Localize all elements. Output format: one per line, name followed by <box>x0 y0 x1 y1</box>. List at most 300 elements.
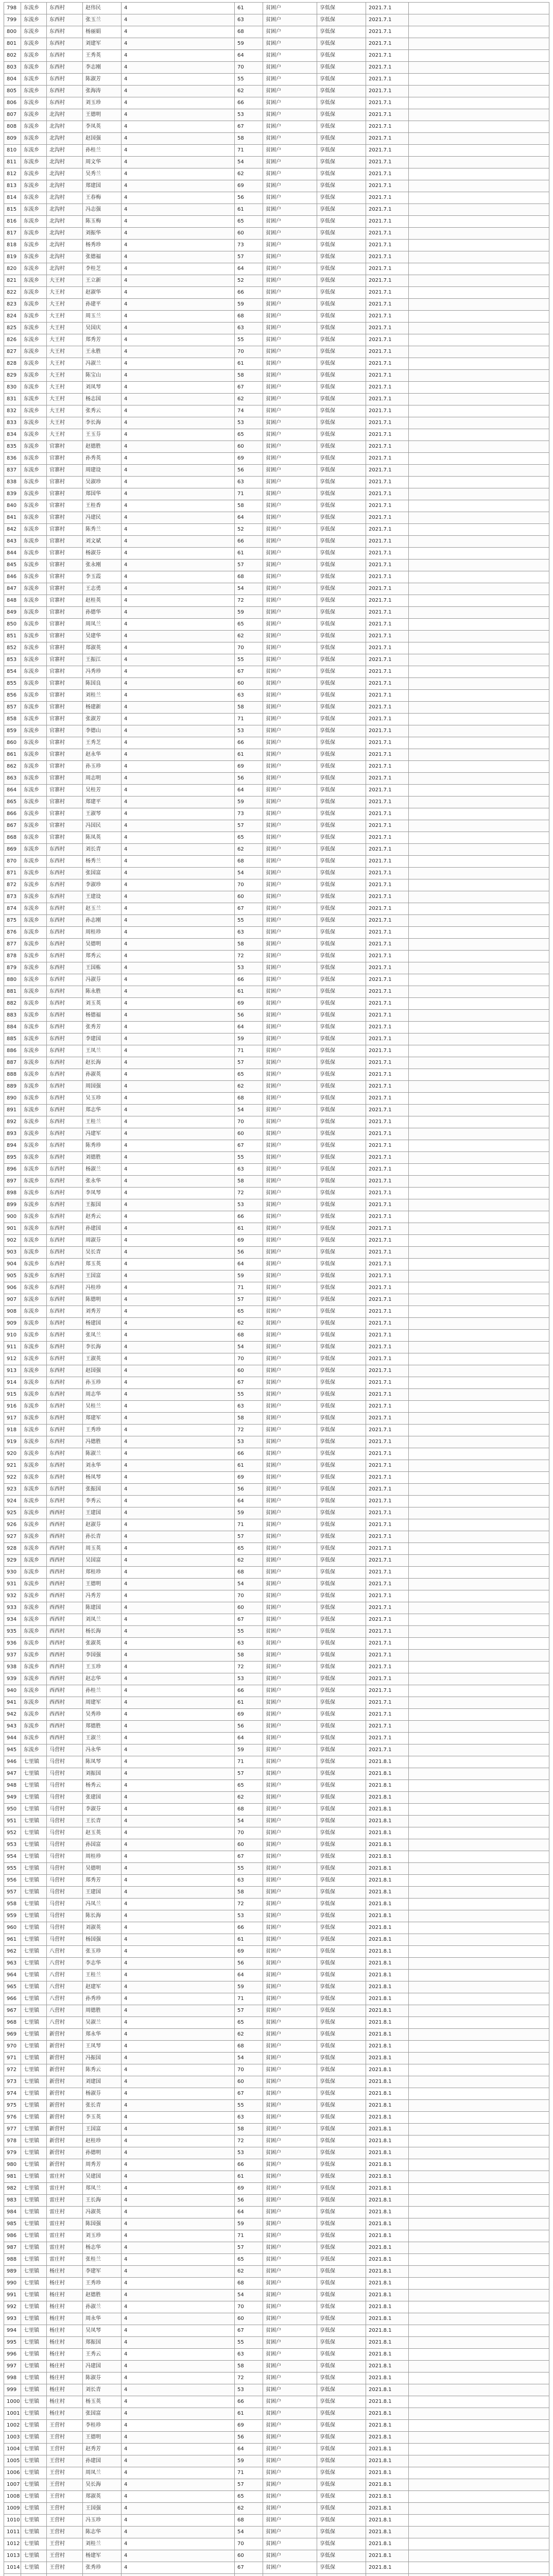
age-cell: 66 <box>235 2159 263 2171</box>
name-cell: 冯玉珍 <box>83 2515 122 2527</box>
row-number: 1013 <box>4 2550 21 2562</box>
name-cell: 郑永华 <box>83 2029 122 2041</box>
id-number-cell: 4 <box>122 26 235 38</box>
assistance-cell: 享低保 <box>317 488 366 500</box>
township-cell: 东流乡 <box>21 1733 47 1744</box>
category-cell: 贫困户 <box>263 1116 317 1128</box>
date-cell: 2021.7.1 <box>366 536 409 548</box>
age-cell: 70 <box>235 346 263 358</box>
note-cell <box>409 2396 549 2408</box>
category-cell: 贫困户 <box>263 1389 317 1401</box>
village-cell: 官寨村 <box>47 714 83 725</box>
id-number-cell: 4 <box>122 725 235 737</box>
row-number: 996 <box>4 2349 21 2361</box>
village-cell: 东西村 <box>47 1436 83 1448</box>
note-cell <box>409 405 549 417</box>
age-cell: 68 <box>235 1567 263 1579</box>
village-cell: 东西村 <box>47 1401 83 1413</box>
row-number: 881 <box>4 986 21 998</box>
row-number: 1009 <box>4 2503 21 2515</box>
age-cell: 70 <box>235 62 263 74</box>
note-cell <box>409 714 549 725</box>
id-number-cell: 4 <box>122 2218 235 2230</box>
category-cell: 贫困户 <box>263 157 317 168</box>
row-number: 863 <box>4 773 21 785</box>
note-cell <box>409 216 549 228</box>
date-cell: 2021.8.1 <box>366 2408 409 2420</box>
assistance-cell: 享低保 <box>317 1614 366 1626</box>
assistance-cell: 享低保 <box>317 690 366 702</box>
date-cell: 2021.8.1 <box>366 2266 409 2278</box>
assistance-cell: 享低保 <box>317 1010 366 1022</box>
village-cell: 西西村 <box>47 1673 83 1685</box>
table-row <box>4 370 549 382</box>
name-cell: 吴建国 <box>83 2171 122 2183</box>
township-cell: 东流乡 <box>21 1626 47 1638</box>
township-cell: 东流乡 <box>21 1744 47 1756</box>
township-cell: 东流乡 <box>21 216 47 228</box>
name-cell: 王德明 <box>83 1579 122 1590</box>
category-cell: 贫困户 <box>263 1827 317 1839</box>
date-cell: 2021.7.1 <box>366 109 409 121</box>
village-cell: 东西村 <box>47 1259 83 1270</box>
date-cell: 2021.7.1 <box>366 1484 409 1496</box>
category-cell: 贫困户 <box>263 654 317 666</box>
township-cell: 七里镇 <box>21 1934 47 1946</box>
row-number: 909 <box>4 1318 21 1330</box>
village-cell: 东西村 <box>47 1081 83 1093</box>
category-cell: 贫困户 <box>263 1022 317 1033</box>
age-cell: 62 <box>235 394 263 405</box>
row-number: 812 <box>4 168 21 180</box>
category-cell: 贫困户 <box>263 1176 317 1188</box>
township-cell: 七里镇 <box>21 2444 47 2455</box>
age-cell: 62 <box>235 1081 263 1093</box>
township-cell: 东流乡 <box>21 453 47 465</box>
note-cell <box>409 2479 549 2491</box>
note-cell <box>409 1827 549 1839</box>
category-cell: 贫困户 <box>263 1922 317 1934</box>
row-number: 826 <box>4 334 21 346</box>
table-row <box>4 38 549 50</box>
township-cell: 东流乡 <box>21 358 47 370</box>
name-cell: 赵建军 <box>83 1981 122 1993</box>
category-cell: 贫困户 <box>263 1235 317 1247</box>
table-row <box>4 2147 549 2159</box>
village-cell: 东西村 <box>47 3 83 14</box>
row-number: 851 <box>4 631 21 642</box>
id-number-cell: 4 <box>122 1282 235 1294</box>
township-cell: 东流乡 <box>21 642 47 654</box>
township-cell: 东流乡 <box>21 1638 47 1650</box>
row-number: 904 <box>4 1259 21 1270</box>
assistance-cell: 享低保 <box>317 1531 366 1543</box>
table-row <box>4 1899 549 1910</box>
date-cell: 2021.7.1 <box>366 1140 409 1152</box>
id-number-cell: 4 <box>122 2325 235 2337</box>
assistance-cell: 享低保 <box>317 429 366 441</box>
category-cell: 贫困户 <box>263 1448 317 1460</box>
table-row <box>4 1981 549 1993</box>
note-cell <box>409 1069 549 1081</box>
id-number-cell: 4 <box>122 1756 235 1768</box>
id-number-cell: 4 <box>122 1045 235 1057</box>
name-cell: 冯淑英 <box>83 2207 122 2218</box>
name-cell: 赵玉英 <box>83 1827 122 1839</box>
age-cell: 63 <box>235 1875 263 1887</box>
id-number-cell: 4 <box>122 536 235 548</box>
category-cell: 贫困户 <box>263 2041 317 2053</box>
township-cell: 东流乡 <box>21 1140 47 1152</box>
name-cell: 李桂芝 <box>83 263 122 275</box>
id-number-cell: 4 <box>122 2455 235 2467</box>
assistance-cell: 享低保 <box>317 2183 366 2195</box>
date-cell: 2021.7.1 <box>366 974 409 986</box>
assistance-cell: 享低保 <box>317 974 366 986</box>
category-cell: 贫困户 <box>263 2159 317 2171</box>
note-cell <box>409 1152 549 1164</box>
date-cell: 2021.7.1 <box>366 1721 409 1733</box>
township-cell: 东流乡 <box>21 607 47 619</box>
id-number-cell: 4 <box>122 228 235 240</box>
village-cell: 马营村 <box>47 1804 83 1816</box>
date-cell: 2021.8.1 <box>366 2171 409 2183</box>
age-cell: 58 <box>235 1413 263 1425</box>
row-number: 864 <box>4 785 21 796</box>
table-row <box>4 1069 549 1081</box>
village-cell: 杨庄村 <box>47 2325 83 2337</box>
township-cell: 七里镇 <box>21 2396 47 2408</box>
name-cell: 王淑兰 <box>83 1733 122 1744</box>
id-number-cell: 4 <box>122 1721 235 1733</box>
id-number-cell: 4 <box>122 560 235 571</box>
category-cell: 贫困户 <box>263 346 317 358</box>
name-cell: 吴长海 <box>83 2479 122 2491</box>
assistance-cell: 享低保 <box>317 1602 366 1614</box>
assistance-cell: 享低保 <box>317 2124 366 2136</box>
id-number-cell: 4 <box>122 1425 235 1436</box>
date-cell: 2021.8.1 <box>366 2029 409 2041</box>
date-cell: 2021.7.1 <box>366 1069 409 1081</box>
village-cell: 杨庄村 <box>47 2361 83 2372</box>
age-cell: 68 <box>235 2515 263 2527</box>
note-cell <box>409 2266 549 2278</box>
date-cell: 2021.7.1 <box>366 1353 409 1365</box>
note-cell <box>409 1662 549 1673</box>
name-cell: 周志华 <box>83 1389 122 1401</box>
id-number-cell: 4 <box>122 370 235 382</box>
village-cell: 杨庄村 <box>47 2301 83 2313</box>
id-number-cell: 4 <box>122 1519 235 1531</box>
assistance-cell: 享低保 <box>317 631 366 642</box>
name-cell: 李凤英 <box>83 121 122 133</box>
row-number: 919 <box>4 1436 21 1448</box>
name-cell: 冯建国 <box>83 2361 122 2372</box>
date-cell: 2021.7.1 <box>366 157 409 168</box>
name-cell: 陈淑芬 <box>83 2372 122 2384</box>
table-row <box>4 275 549 287</box>
note-cell <box>409 1816 549 1827</box>
village-cell: 马营村 <box>47 1922 83 1934</box>
date-cell: 2021.8.1 <box>366 2538 409 2550</box>
table-row <box>4 725 549 737</box>
row-number: 837 <box>4 465 21 477</box>
table-row <box>4 133 549 145</box>
assistance-cell: 享低保 <box>317 2337 366 2349</box>
row-number: 960 <box>4 1922 21 1934</box>
date-cell: 2021.7.1 <box>366 1365 409 1377</box>
age-cell: 64 <box>235 1733 263 1744</box>
note-cell <box>409 2171 549 2183</box>
category-cell: 贫困户 <box>263 97 317 109</box>
name-cell: 孙德华 <box>83 607 122 619</box>
category-cell: 贫困户 <box>263 1282 317 1294</box>
date-cell: 2021.8.1 <box>366 2195 409 2207</box>
row-number: 943 <box>4 1721 21 1733</box>
table-row <box>4 1081 549 1093</box>
name-cell: 吴国庆 <box>83 323 122 334</box>
assistance-cell: 享低保 <box>317 1662 366 1673</box>
id-number-cell: 4 <box>122 1152 235 1164</box>
township-cell: 七里镇 <box>21 2467 47 2479</box>
village-cell: 东西村 <box>47 939 83 951</box>
township-cell: 七里镇 <box>21 2550 47 2562</box>
id-number-cell: 4 <box>122 868 235 879</box>
date-cell: 2021.7.1 <box>366 240 409 251</box>
date-cell: 2021.8.1 <box>366 2550 409 2562</box>
assistance-cell: 享低保 <box>317 1318 366 1330</box>
assistance-cell: 享低保 <box>317 2432 366 2444</box>
township-cell: 东流乡 <box>21 1685 47 1697</box>
category-cell: 贫困户 <box>263 394 317 405</box>
name-cell: 杨淑芬 <box>83 548 122 560</box>
row-number: 915 <box>4 1389 21 1401</box>
date-cell: 2021.8.1 <box>366 1804 409 1816</box>
note-cell <box>409 2337 549 2349</box>
table-row <box>4 488 549 500</box>
township-cell: 东流乡 <box>21 1709 47 1721</box>
township-cell: 东流乡 <box>21 796 47 808</box>
category-cell: 贫困户 <box>263 2147 317 2159</box>
note-cell <box>409 702 549 714</box>
village-cell: 东西村 <box>47 1282 83 1294</box>
date-cell: 2021.7.1 <box>366 1211 409 1223</box>
township-cell: 东流乡 <box>21 1116 47 1128</box>
assistance-cell: 享低保 <box>317 394 366 405</box>
township-cell: 东流乡 <box>21 1377 47 1389</box>
age-cell: 63 <box>235 690 263 702</box>
note-cell <box>409 654 549 666</box>
row-number: 866 <box>4 808 21 820</box>
note-cell <box>409 2562 549 2574</box>
note-cell <box>409 571 549 583</box>
township-cell: 东流乡 <box>21 168 47 180</box>
name-cell: 张秀芳 <box>83 1022 122 1033</box>
township-cell: 东流乡 <box>21 1128 47 1140</box>
date-cell: 2021.7.1 <box>366 1673 409 1685</box>
table-row <box>4 1389 549 1401</box>
village-cell: 东西村 <box>47 1223 83 1235</box>
village-cell: 新营村 <box>47 2029 83 2041</box>
age-cell: 66 <box>235 974 263 986</box>
id-number-cell: 4 <box>122 879 235 891</box>
date-cell: 2021.7.1 <box>366 749 409 761</box>
assistance-cell: 享低保 <box>317 2088 366 2100</box>
category-cell: 贫困户 <box>263 370 317 382</box>
category-cell: 贫困户 <box>263 962 317 974</box>
id-number-cell: 4 <box>122 2053 235 2064</box>
township-cell: 东流乡 <box>21 334 47 346</box>
table-row <box>4 2479 549 2491</box>
date-cell: 2021.7.1 <box>366 808 409 820</box>
id-number-cell: 4 <box>122 1377 235 1389</box>
table-row <box>4 477 549 488</box>
row-number: 982 <box>4 2183 21 2195</box>
row-number: 821 <box>4 275 21 287</box>
village-cell: 新营村 <box>47 2159 83 2171</box>
id-number-cell: 4 <box>122 1531 235 1543</box>
date-cell: 2021.8.1 <box>366 2301 409 2313</box>
age-cell: 62 <box>235 1318 263 1330</box>
category-cell: 贫困户 <box>263 595 317 607</box>
category-cell: 贫困户 <box>263 642 317 654</box>
row-number: 967 <box>4 2005 21 2017</box>
age-cell: 56 <box>235 465 263 477</box>
village-cell: 东西村 <box>47 1353 83 1365</box>
assistance-cell: 享低保 <box>317 1069 366 1081</box>
assistance-cell: 享低保 <box>317 1211 366 1223</box>
category-cell: 贫困户 <box>263 2112 317 2124</box>
category-cell: 贫困户 <box>263 2349 317 2361</box>
id-number-cell: 4 <box>122 2159 235 2171</box>
village-cell: 东西村 <box>47 1377 83 1389</box>
table-row <box>4 97 549 109</box>
name-cell: 周桂珍 <box>83 927 122 939</box>
category-cell: 贫困户 <box>263 915 317 927</box>
age-cell: 70 <box>235 642 263 654</box>
category-cell: 贫困户 <box>263 3 317 14</box>
date-cell: 2021.7.1 <box>366 382 409 394</box>
assistance-cell: 享低保 <box>317 1804 366 1816</box>
table-row <box>4 998 549 1010</box>
assistance-cell: 享低保 <box>317 844 366 856</box>
age-cell: 60 <box>235 2076 263 2088</box>
row-number: 833 <box>4 417 21 429</box>
table-row <box>4 1602 549 1614</box>
age-cell: 63 <box>235 14 263 26</box>
category-cell: 贫困户 <box>263 2218 317 2230</box>
age-cell: 58 <box>235 1887 263 1899</box>
township-cell: 东流乡 <box>21 891 47 903</box>
id-number-cell: 4 <box>122 1484 235 1496</box>
category-cell: 贫困户 <box>263 133 317 145</box>
assistance-cell: 享低保 <box>317 86 366 97</box>
row-number: 825 <box>4 323 21 334</box>
table-row <box>4 2230 549 2242</box>
assistance-cell: 享低保 <box>317 2455 366 2467</box>
village-cell: 雷庄村 <box>47 2183 83 2195</box>
village-cell: 官寨村 <box>47 560 83 571</box>
township-cell: 东流乡 <box>21 879 47 891</box>
date-cell: 2021.7.1 <box>366 429 409 441</box>
village-cell: 北沟村 <box>47 133 83 145</box>
note-cell <box>409 86 549 97</box>
village-cell: 东西村 <box>47 97 83 109</box>
note-cell <box>409 1235 549 1247</box>
id-number-cell: 4 <box>122 548 235 560</box>
village-cell: 西西村 <box>47 1626 83 1638</box>
village-cell: 西西村 <box>47 1567 83 1579</box>
assistance-cell: 享低保 <box>317 1839 366 1851</box>
id-number-cell: 4 <box>122 121 235 133</box>
id-number-cell: 4 <box>122 334 235 346</box>
village-cell: 官寨村 <box>47 690 83 702</box>
name-cell: 杨淑兰 <box>83 1164 122 1176</box>
row-number: 858 <box>4 714 21 725</box>
age-cell: 60 <box>235 1839 263 1851</box>
row-number: 798 <box>4 3 21 14</box>
row-number: 898 <box>4 1188 21 1199</box>
note-cell <box>409 642 549 654</box>
id-number-cell: 4 <box>122 1448 235 1460</box>
name-cell: 刘文斌 <box>83 536 122 548</box>
township-cell: 东流乡 <box>21 1460 47 1472</box>
table-row <box>4 2064 549 2076</box>
name-cell: 王国富 <box>83 1270 122 1282</box>
category-cell: 贫困户 <box>263 1555 317 1567</box>
table-row <box>4 2444 549 2455</box>
category-cell: 贫困户 <box>263 2515 317 2527</box>
name-cell: 刘秀芳 <box>83 1306 122 1318</box>
name-cell: 郑建平 <box>83 796 122 808</box>
row-number: 1001 <box>4 2408 21 2420</box>
assistance-cell: 享低保 <box>317 2005 366 2017</box>
name-cell: 张秀珍 <box>83 2562 122 2574</box>
name-cell: 陈永胜 <box>83 986 122 998</box>
category-cell: 贫困户 <box>263 1507 317 1519</box>
age-cell: 61 <box>235 358 263 370</box>
township-cell: 七里镇 <box>21 1887 47 1899</box>
name-cell: 刘振国 <box>83 1768 122 1780</box>
township-cell: 七里镇 <box>21 1827 47 1839</box>
category-cell: 贫困户 <box>263 1188 317 1199</box>
township-cell: 东流乡 <box>21 856 47 868</box>
note-cell <box>409 1590 549 1602</box>
age-cell: 70 <box>235 2538 263 2550</box>
village-cell: 官寨村 <box>47 749 83 761</box>
note-cell <box>409 1164 549 1176</box>
id-number-cell: 4 <box>122 1744 235 1756</box>
note-cell <box>409 1555 549 1567</box>
name-cell: 王志勇 <box>83 583 122 595</box>
assistance-cell: 享低保 <box>317 1673 366 1685</box>
assistance-cell: 享低保 <box>317 785 366 796</box>
table-row <box>4 1531 549 1543</box>
village-cell: 杨庄村 <box>47 2266 83 2278</box>
village-cell: 官寨村 <box>47 820 83 832</box>
table-row <box>4 678 549 690</box>
name-cell: 冯秀珍 <box>83 666 122 678</box>
date-cell: 2021.7.1 <box>366 595 409 607</box>
id-number-cell: 4 <box>122 1922 235 1934</box>
category-cell: 贫困户 <box>263 927 317 939</box>
village-cell: 官寨村 <box>47 453 83 465</box>
category-cell: 贫困户 <box>263 358 317 370</box>
row-number: 969 <box>4 2029 21 2041</box>
name-cell: 冯秀芳 <box>83 1590 122 1602</box>
assistance-cell: 享低保 <box>317 62 366 74</box>
note-cell <box>409 14 549 26</box>
